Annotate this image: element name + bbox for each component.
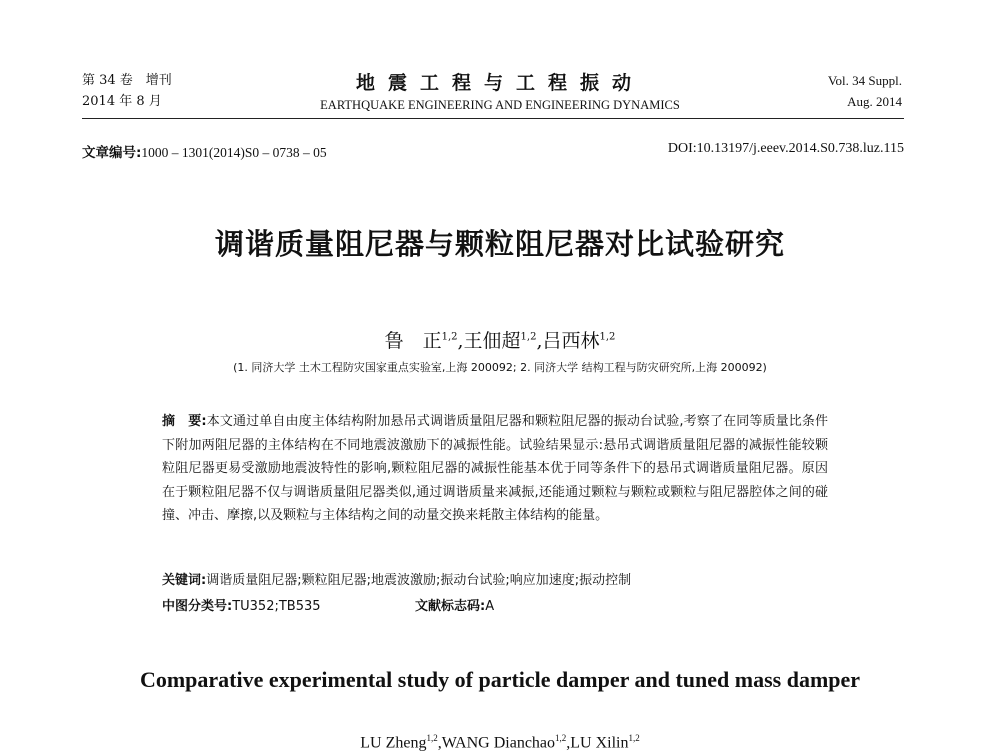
paper-title-en: Comparative experimental study of particle damper and tuned mass damper — [139, 667, 861, 692]
journal-name-en: EARTHQUAKE ENGINEERING AND ENGINEERING DYNAMICS — [320, 98, 680, 112]
journal-name-cn: 地震工程与工程振动 — [355, 72, 644, 94]
article-number-label: 文章编号: — [82, 145, 142, 161]
classification-label: 中图分类号: — [162, 599, 233, 614]
abstract-text: 本文通过单自由度主体结构附加悬吊式调谐质量阻尼器和颗粒阻尼器的振动台试验,考察了在同等质量比条件下附加两阻尼器的主体结构在不同地震波激励下的减振性能。试验结果显示:悬吊式调谐质量阻尼器的减振性能较颗粒阻尼器更易受激励地震波特性的影响,颗粒阻尼器的减振性能基本优于同等条件下的悬吊式调谐质量阻尼器。原因在于颗粒阻尼器不仅与调谐质量阻尼器类似,通过调谐质量来减振,还能通过颗粒与颗粒或颗粒与阻尼器腔体之间的碰撞、冲击、摩擦,以及颗粒与主体结构之间的动量交换来耗散主体结构的能量。 — [162, 414, 828, 523]
author-name: 吕西林 — [542, 330, 600, 352]
date-en: Aug. 2014 — [847, 94, 902, 109]
classification-number — [162, 595, 321, 614]
keywords-text: 调谐质量阻尼器;颗粒阻尼器;地震波激励;振动台试验;响应加速度;振动控制 — [206, 573, 632, 588]
author-separator: , — [457, 330, 464, 352]
author-name-en: LU Zheng — [360, 734, 427, 752]
journal-name — [250, 68, 750, 113]
author-affiliation-marker: 1,2 — [628, 733, 640, 743]
document-mark — [415, 595, 494, 614]
author-name-en: LU Xilin — [570, 734, 629, 752]
author-name: 王佃超 — [463, 330, 521, 352]
author-list-en — [0, 733, 1000, 752]
keywords-label: 关键词: — [162, 573, 207, 588]
journal-issue-info — [82, 70, 172, 112]
doi: DOI:10.13197/j.eeev.2014.S0.738.luz.115 — [667, 141, 904, 156]
date-cn: 2014 年 8 月 — [82, 94, 162, 109]
author-separator: , — [437, 734, 442, 752]
author-list-cn — [0, 326, 1000, 353]
volume-cn: 第 34 卷 增刊 — [82, 73, 172, 88]
article-number-value: 1000 – 1301(2014)S0 – 0738 – 05 — [141, 145, 327, 160]
abstract-label: 摘 要: — [162, 414, 207, 429]
header-rule — [82, 118, 904, 119]
author-affiliation-marker: 1,2 — [599, 331, 616, 343]
author-affiliation-marker: 1,2 — [555, 733, 567, 743]
author-affiliation-marker: 1,2 — [441, 331, 458, 343]
classification-value: TU352;TB535 — [232, 599, 321, 614]
author-name-en: WANG Dianchao — [441, 734, 556, 752]
author-affiliation-marker: 1,2 — [426, 733, 438, 743]
abstract — [162, 410, 828, 528]
document-mark-label: 文献标志码: — [415, 599, 486, 614]
author-affiliation-marker: 1,2 — [520, 331, 537, 343]
document-mark-value: A — [485, 599, 495, 614]
journal-issue-info-en — [828, 70, 902, 112]
affiliation-cn: (1. 同济大学 土木工程防灾国家重点实验室,上海 200092; 2. 同济大学 结构工程与防灾研究所,上海 200092) — [233, 361, 767, 374]
author-name: 鲁 正 — [384, 330, 442, 352]
volume-en: Vol. 34 Suppl. — [827, 73, 902, 88]
author-separator: , — [566, 734, 571, 752]
paper-title-cn: 调谐质量阻尼器与颗粒阻尼器对比试验研究 — [214, 227, 785, 261]
keywords — [162, 569, 631, 588]
author-separator: , — [536, 330, 543, 352]
article-number — [82, 141, 327, 161]
